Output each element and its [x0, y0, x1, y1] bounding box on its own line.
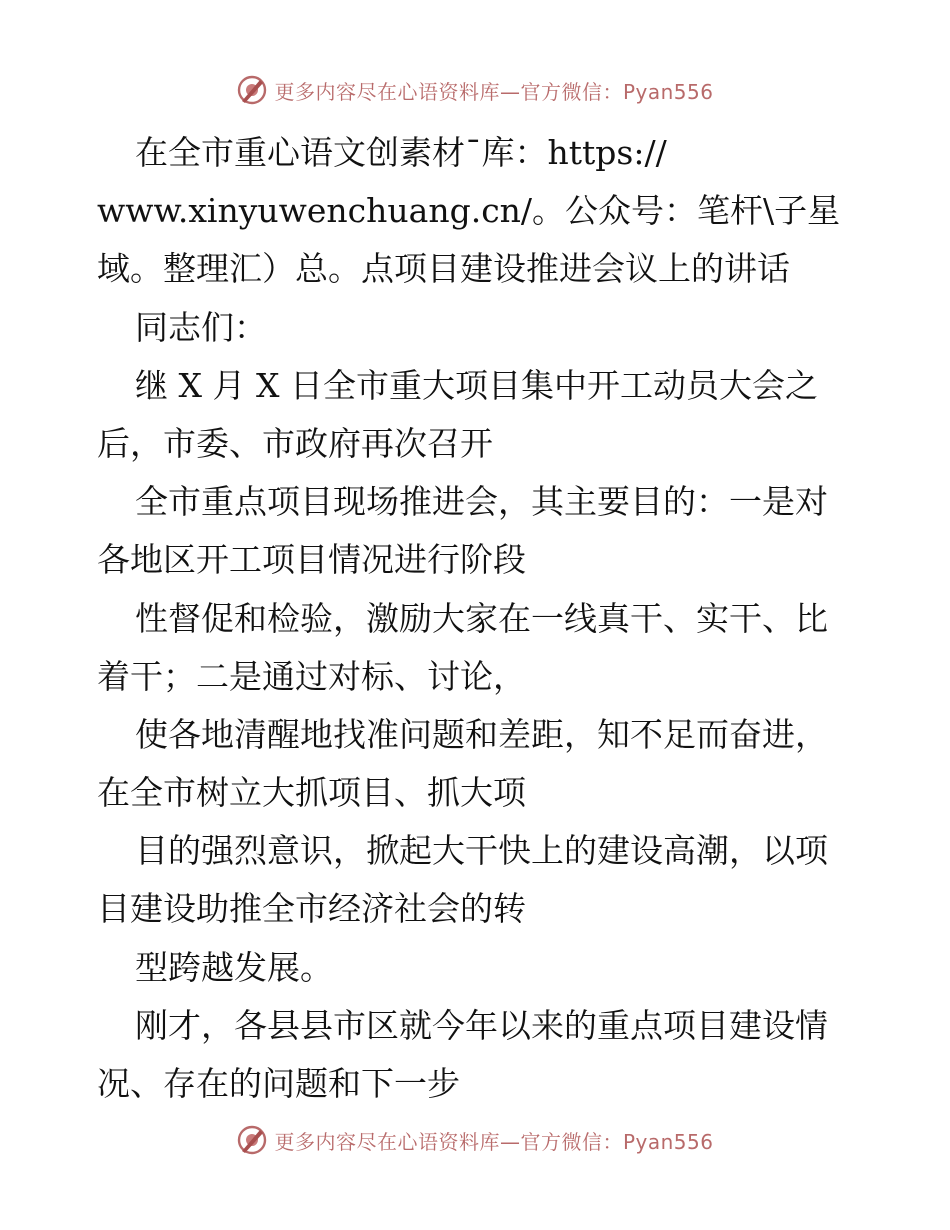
pen-logo-icon [236, 74, 268, 106]
text-line: 目建设助推全市经济社会的转 [97, 889, 526, 929]
text-line: www.xinyuwenchuang.cn/。公众号：笔杆\子星 [97, 191, 841, 231]
text-line: 各地区开工项目情况进行阶段 [97, 540, 526, 580]
text-line: 同志们： [135, 307, 267, 347]
text-line: 目的强烈意识，掀起大干快上的建设高潮，以项 [135, 831, 828, 871]
header-banner [0, 70, 950, 110]
text-line: 全市重点项目现场推进会，其主要目的：一是对 [135, 482, 828, 522]
text-line: 后，市委、市政府再次召开 [97, 423, 493, 463]
banner-text: 更多内容尽在心语资料库—官方微信：Pyan556 [274, 1129, 714, 1154]
text-line: 在全市树立大抓项目、抓大项 [97, 773, 526, 813]
text-line: 型跨越发展。 [135, 947, 333, 987]
footer-banner [0, 1120, 950, 1160]
text-line: 域。整理汇）总。点项目建设推进会议上的讲话 [97, 249, 790, 289]
text-line: 着干；二是通过对标、讨论， [97, 656, 526, 696]
text-line: 在全市重心语文创素材¯库：https:// [135, 133, 667, 172]
text-line: 继 X 月 X 日全市重大项目集中开工动员大会之 [135, 365, 818, 405]
banner-text: 更多内容尽在心语资料库—官方微信：Pyan556 [274, 79, 714, 104]
pen-logo-icon [236, 1124, 268, 1156]
document-body [97, 124, 853, 1113]
text-line: 性督促和检验，激励大家在一线真干、实干、比 [135, 598, 828, 638]
text-line: 况、存在的问题和下一步 [97, 1064, 460, 1103]
text-line: 刚才，各县县市区就今年以来的重点项目建设情 [135, 1005, 828, 1045]
text-line: 使各地清醒地找准问题和差距，知不足而奋进， [135, 714, 828, 754]
